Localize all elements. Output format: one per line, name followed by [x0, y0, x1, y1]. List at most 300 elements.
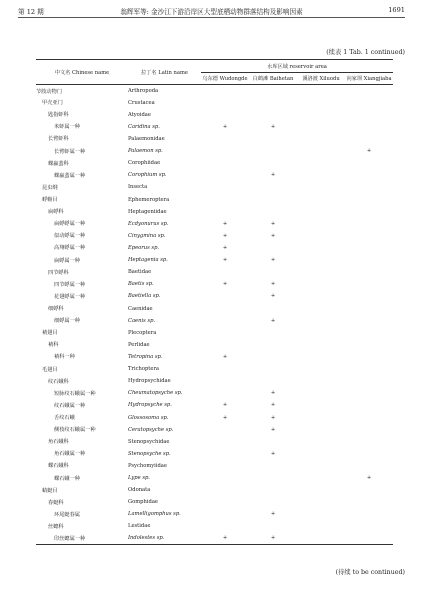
presence-mark-cell [297, 436, 345, 448]
chinese-name-cell: 高翔蜉属一种 [54, 245, 86, 252]
presence-mark-cell: + [270, 535, 276, 542]
latin-name-cell: Hydropsychidae [128, 378, 171, 385]
presence-mark-cell [297, 242, 345, 254]
presence-mark-cell [297, 230, 345, 242]
latin-name-italic: Lamelligomphus sp. [128, 511, 181, 518]
presence-mark-cell: + [270, 172, 276, 179]
chinese-name-cell: 蜉蝣目 [42, 197, 58, 204]
table-row [36, 242, 393, 254]
latin-name-cell [128, 254, 201, 266]
presence-mark-cell [345, 496, 393, 508]
presence-mark-cell [345, 448, 393, 460]
table-row [36, 193, 393, 205]
presence-mark-cell [249, 436, 297, 448]
presence-mark-cell [201, 181, 249, 193]
table-row [36, 351, 393, 363]
presence-mark-cell [297, 472, 345, 484]
presence-mark-cell [297, 363, 345, 375]
latin-name-cell [128, 351, 201, 363]
presence-mark-cell [297, 302, 345, 314]
presence-mark-cell [297, 218, 345, 230]
presence-mark-cell [345, 351, 393, 363]
presence-mark-cell [249, 327, 297, 339]
table-row [36, 375, 393, 387]
table-row [36, 363, 393, 375]
presence-mark-cell [249, 351, 297, 363]
chinese-name-cell: 四节蜉属一种 [54, 281, 86, 288]
chinese-name-cell: 匙指虾科 [48, 112, 69, 119]
presence-mark-cell [201, 109, 249, 121]
latin-name-italic: Caenis sp. [128, 317, 156, 324]
presence-mark-cell: + [222, 353, 228, 360]
presence-mark-cell [249, 484, 297, 496]
table-row [36, 230, 393, 242]
latin-name-cell: Caenidae [128, 305, 153, 312]
column-header-site: 向家坝 Xiangjiaba [346, 76, 392, 82]
table-row [36, 424, 393, 436]
table-row [36, 157, 393, 169]
presence-mark-cell [249, 193, 297, 205]
chinese-name-cell: 甲壳亚门 [42, 100, 63, 107]
latin-name-cell: Stenopsychidae [128, 438, 170, 445]
presence-mark-cell [297, 121, 345, 133]
chinese-name-cell: 长臂虾科 [48, 136, 69, 143]
presence-mark-cell [249, 375, 297, 387]
table-row [36, 97, 393, 109]
presence-mark-cell [201, 145, 249, 157]
presence-mark-cell: + [270, 426, 276, 433]
presence-mark-cell [345, 339, 393, 351]
presence-mark-cell [249, 85, 297, 97]
presence-mark-cell [345, 460, 393, 472]
chinese-name-cell: 花翅蜉属一种 [54, 293, 86, 300]
column-header-site: 溪洛渡 Xiluodu [302, 76, 340, 82]
presence-mark-cell [297, 411, 345, 423]
presence-mark-cell [201, 97, 249, 109]
latin-name-italic: Palaemon sp. [128, 148, 163, 155]
presence-mark-cell [345, 411, 393, 423]
presence-mark-cell [345, 133, 393, 145]
presence-mark-cell: + [270, 414, 276, 421]
presence-mark-cell [345, 520, 393, 532]
table-continuation-label: (续表 1 Tab. 1 continued) [326, 49, 405, 56]
chinese-name-cell: 扁蜉科 [48, 209, 64, 216]
table-row [36, 533, 393, 545]
presence-mark-cell [345, 315, 393, 327]
presence-mark-cell: + [366, 475, 372, 482]
chinese-name-cell: 环尾蜓春属 [54, 511, 80, 518]
presence-mark-cell [249, 97, 297, 109]
presence-mark-cell [201, 460, 249, 472]
presence-mark-cell [345, 363, 393, 375]
presence-mark-cell [345, 278, 393, 290]
latin-name-italic: Baetiella sp. [128, 293, 161, 300]
presence-mark-cell [345, 327, 393, 339]
chinese-name-cell: 印丝蟌属一种 [54, 535, 86, 542]
presence-mark-cell [249, 520, 297, 532]
presence-mark-cell [201, 157, 249, 169]
presence-mark-cell [345, 97, 393, 109]
presence-mark-cell: + [222, 123, 228, 130]
presence-mark-cell [297, 266, 345, 278]
presence-mark-cell [297, 484, 345, 496]
presence-mark-cell [345, 230, 393, 242]
presence-mark-cell [249, 109, 297, 121]
presence-mark-cell [249, 472, 297, 484]
chinese-name-cell: 扁蜉属一种 [54, 257, 80, 264]
presence-mark-cell [297, 145, 345, 157]
to-be-continued-note: (待续 to be continued) [335, 569, 405, 576]
presence-mark-cell [249, 206, 297, 218]
presence-mark-cell [201, 339, 249, 351]
presence-mark-cell: + [270, 450, 276, 457]
presence-mark-cell [201, 315, 249, 327]
table-row [36, 484, 393, 496]
latin-name-cell: Trichoptera [128, 366, 160, 373]
presence-mark-cell [297, 496, 345, 508]
presence-mark-cell [297, 424, 345, 436]
presence-mark-cell [297, 109, 345, 121]
table-row [36, 436, 393, 448]
presence-mark-cell [297, 375, 345, 387]
presence-mark-cell [201, 363, 249, 375]
latin-name-cell [128, 508, 201, 520]
presence-mark-cell [249, 157, 297, 169]
chinese-name-cell: 纹石蛾属一种 [54, 402, 86, 409]
latin-name-cell [128, 169, 201, 181]
presence-mark-cell [201, 302, 249, 314]
chinese-name-cell: 毛翅目 [42, 366, 58, 373]
column-header-site: 白鹤滩 Baihetan [252, 76, 294, 82]
presence-mark-cell [345, 169, 393, 181]
presence-mark-cell: + [222, 244, 228, 251]
chinese-name-cell: 襀科一种 [54, 354, 75, 361]
presence-mark-cell: + [222, 402, 228, 409]
column-header-site: 乌东德 Wudongde [202, 76, 248, 82]
latin-name-cell: Lestidae [128, 523, 151, 530]
presence-mark-cell: + [270, 123, 276, 130]
latin-name-cell: Baetidae [128, 269, 152, 276]
latin-name-cell [128, 424, 201, 436]
presence-mark-cell [345, 290, 393, 302]
presence-mark-cell: + [270, 220, 276, 227]
table-row [36, 508, 393, 520]
table-row [36, 327, 393, 339]
table-row [36, 411, 393, 423]
chinese-name-cell: 四节蜉科 [48, 269, 69, 276]
latin-name-cell [128, 121, 201, 133]
presence-mark-cell [297, 278, 345, 290]
presence-mark-cell [201, 496, 249, 508]
latin-name-italic: Ceratopsyche sp. [128, 426, 174, 433]
presence-mark-cell [297, 387, 345, 399]
presence-mark-cell [345, 193, 393, 205]
chinese-name-cell: 蜻蜓目 [42, 487, 58, 494]
presence-mark-cell [297, 85, 345, 97]
chinese-name-cell: 侧枝纹石蛾属一种 [54, 427, 96, 434]
latin-name-italic: Epeorus sp. [128, 244, 160, 251]
latin-name-cell: Atyoidae [128, 111, 151, 118]
latin-name-cell [128, 399, 201, 411]
latin-name-cell: Corophiidae [128, 160, 161, 167]
presence-mark-cell [297, 339, 345, 351]
presence-mark-cell [345, 424, 393, 436]
presence-mark-cell [345, 387, 393, 399]
latin-name-italic: Caridina sp. [128, 123, 160, 130]
presence-mark-cell [297, 157, 345, 169]
presence-mark-cell [297, 169, 345, 181]
chinese-name-cell: 纹石蛾科 [48, 378, 69, 385]
column-header-latin-name: 拉丁名 Latin name [141, 69, 188, 76]
chinese-name-cell: 春蜓科 [48, 499, 64, 506]
presence-mark-cell [201, 520, 249, 532]
latin-name-cell [128, 448, 201, 460]
presence-mark-cell [345, 436, 393, 448]
presence-mark-cell [345, 85, 393, 97]
presence-mark-cell [345, 375, 393, 387]
table-row [36, 145, 393, 157]
presence-mark-cell [345, 302, 393, 314]
latin-name-cell [128, 315, 201, 327]
presence-mark-cell [249, 242, 297, 254]
table-row [36, 169, 393, 181]
presence-mark-cell [345, 206, 393, 218]
presence-mark-cell [297, 254, 345, 266]
latin-name-cell [128, 230, 201, 242]
chinese-name-cell: 似动蜉属一种 [54, 233, 86, 240]
latin-name-cell [128, 472, 201, 484]
latin-name-cell: Palaemonidae [128, 135, 165, 142]
presence-mark-cell [201, 436, 249, 448]
presence-mark-cell [297, 533, 345, 545]
latin-name-italic: Indolestes sp. [128, 535, 165, 542]
chinese-name-cell: 角石蛾科 [48, 439, 69, 446]
presence-mark-cell [201, 206, 249, 218]
table-row [36, 181, 393, 193]
presence-mark-cell [201, 266, 249, 278]
presence-mark-cell: + [222, 232, 228, 239]
table-row [36, 206, 393, 218]
latin-name-italic: Hydropsyche sp. [128, 402, 172, 409]
latin-name-cell [128, 290, 201, 302]
table-row [36, 266, 393, 278]
presence-mark-cell [297, 399, 345, 411]
latin-name-italic: Lype sp. [128, 475, 150, 482]
running-title: 翁辉军等: 金沙江下游沿岸区大型底栖动物群落结构及影响因素 [120, 8, 303, 16]
latin-name-cell [128, 242, 201, 254]
column-header-chinese-name: 中文名 Chinese name [54, 69, 110, 76]
latin-name-cell: Perlidae [128, 341, 150, 348]
issue-number: 第 12 期 [18, 8, 44, 16]
table-body [36, 85, 393, 545]
chinese-name-cell: 襀科 [48, 342, 59, 349]
presence-mark-cell [201, 424, 249, 436]
table-row [36, 85, 393, 97]
presence-mark-cell [201, 327, 249, 339]
chinese-name-cell: 节肢动物门 [36, 88, 62, 95]
latin-name-italic: Stenopsyche sp. [128, 450, 171, 457]
presence-mark-cell [297, 460, 345, 472]
table-row [36, 278, 393, 290]
presence-mark-cell [345, 181, 393, 193]
chinese-name-cell: 米虾属一种 [54, 124, 80, 131]
presence-mark-cell [345, 508, 393, 520]
presence-mark-cell [201, 484, 249, 496]
table-row [36, 218, 393, 230]
species-table [36, 59, 393, 545]
presence-mark-cell [297, 181, 345, 193]
presence-mark-cell [297, 290, 345, 302]
latin-name-cell: Ephemeroptera [128, 196, 170, 203]
presence-mark-cell: + [270, 390, 276, 397]
presence-mark-cell [345, 121, 393, 133]
latin-name-italic: Glossosoma sp. [128, 414, 169, 421]
presence-mark-cell [297, 448, 345, 460]
presence-mark-cell [345, 254, 393, 266]
presence-mark-cell [201, 133, 249, 145]
presence-mark-cell [201, 290, 249, 302]
presence-mark-cell [345, 533, 393, 545]
table-row [36, 387, 393, 399]
presence-mark-cell [201, 508, 249, 520]
table-header-row [36, 60, 393, 73]
chinese-name-cell: 蜾蠃蜚属一种 [54, 172, 86, 179]
presence-mark-cell [249, 181, 297, 193]
table-row [36, 109, 393, 121]
presence-mark-cell: + [270, 281, 276, 288]
column-header-reservoir-area: 水库区域 reservoir area [201, 60, 393, 73]
latin-name-italic: Baetis sp. [128, 281, 154, 288]
presence-mark-cell [345, 242, 393, 254]
presence-mark-cell [249, 496, 297, 508]
presence-mark-cell [297, 327, 345, 339]
presence-mark-cell [249, 302, 297, 314]
table-row [36, 254, 393, 266]
presence-mark-cell [201, 472, 249, 484]
latin-name-italic: Tetropina sp. [128, 353, 163, 360]
presence-mark-cell [297, 206, 345, 218]
latin-name-italic: Cheumatopsyche sp. [128, 390, 183, 397]
presence-mark-cell: + [270, 402, 276, 409]
table-row [36, 121, 393, 133]
chinese-name-cell: 蝶石蛾科 [48, 463, 69, 470]
presence-mark-cell [249, 339, 297, 351]
presence-mark-cell [297, 315, 345, 327]
table-row [36, 339, 393, 351]
table-row [36, 399, 393, 411]
presence-mark-cell [249, 133, 297, 145]
presence-mark-cell: + [222, 414, 228, 421]
presence-mark-cell [201, 448, 249, 460]
table-row [36, 133, 393, 145]
presence-mark-cell: + [270, 293, 276, 300]
presence-mark-cell [345, 218, 393, 230]
latin-name-italic: Corophium sp. [128, 172, 167, 179]
presence-mark-cell: + [270, 232, 276, 239]
presence-mark-cell [201, 193, 249, 205]
latin-name-cell [128, 387, 201, 399]
presence-mark-cell [201, 169, 249, 181]
table-row [36, 520, 393, 532]
presence-mark-cell: + [270, 257, 276, 264]
latin-name-cell [128, 145, 201, 157]
chinese-name-cell: 蜾蠃蜚科 [48, 160, 69, 167]
chinese-name-cell: 舌纹石蛾 [54, 415, 75, 421]
latin-name-cell [128, 533, 201, 545]
latin-name-cell [128, 411, 201, 423]
chinese-name-cell: 蝶石蛾一种 [54, 475, 80, 482]
presence-mark-cell [297, 133, 345, 145]
presence-mark-cell: + [222, 535, 228, 542]
latin-name-cell: Heptageniidae [128, 208, 167, 215]
chinese-name-cell: 细蜉科 [48, 306, 64, 313]
presence-mark-cell [297, 193, 345, 205]
table-row [36, 448, 393, 460]
presence-mark-cell [345, 157, 393, 169]
presence-mark-cell [345, 109, 393, 121]
table-row [36, 290, 393, 302]
presence-mark-cell [345, 266, 393, 278]
latin-name-cell: Odonata [128, 487, 151, 494]
chinese-name-cell: 长臂虾属一种 [54, 148, 86, 155]
latin-name-cell: Crustacea [128, 99, 155, 106]
header-rule [18, 17, 405, 18]
presence-mark-cell [249, 266, 297, 278]
presence-mark-cell: + [270, 511, 276, 518]
table-row [36, 472, 393, 484]
table-row [36, 302, 393, 314]
latin-name-cell: Gomphidae [128, 499, 158, 506]
presence-mark-cell [249, 145, 297, 157]
chinese-name-cell: 昆虫纲 [42, 184, 58, 191]
table-row [36, 460, 393, 472]
chinese-name-cell: 细蜉属一种 [54, 318, 80, 325]
chinese-name-cell: 短脉纹石蛾属一种 [54, 390, 96, 397]
latin-name-cell: Arthropoda [128, 88, 159, 95]
latin-name-cell: Plecoptera [128, 329, 157, 336]
latin-name-cell: Insecta [128, 184, 148, 191]
presence-mark-cell: + [222, 257, 228, 264]
latin-name-italic: Ecdyonurus sp. [128, 220, 169, 227]
presence-mark-cell [201, 387, 249, 399]
chinese-name-cell: 丝蟌科 [48, 523, 64, 530]
presence-mark-cell: + [222, 220, 228, 227]
table-row [36, 315, 393, 327]
chinese-name-cell: 扁蜉蜉属一种 [54, 221, 86, 228]
chinese-name-cell: 角石蛾属一种 [54, 451, 86, 458]
presence-mark-cell [249, 460, 297, 472]
latin-name-cell [128, 278, 201, 290]
chinese-name-cell: 襀翅目 [42, 330, 58, 337]
page-number: 1691 [388, 6, 405, 14]
presence-mark-cell [201, 375, 249, 387]
presence-mark-cell [297, 351, 345, 363]
presence-mark-cell [297, 520, 345, 532]
presence-mark-cell [201, 85, 249, 97]
presence-mark-cell [297, 97, 345, 109]
table-row [36, 496, 393, 508]
latin-name-italic: Heptagenia sp. [128, 257, 168, 264]
latin-name-cell: Psychomyiidae [128, 462, 167, 469]
presence-mark-cell [249, 363, 297, 375]
presence-mark-cell: + [366, 148, 372, 155]
presence-mark-cell: + [222, 281, 228, 288]
latin-name-italic: Cinygmina sp. [128, 232, 166, 239]
latin-name-cell [128, 218, 201, 230]
presence-mark-cell [297, 508, 345, 520]
presence-mark-cell [345, 484, 393, 496]
presence-mark-cell: + [270, 317, 276, 324]
